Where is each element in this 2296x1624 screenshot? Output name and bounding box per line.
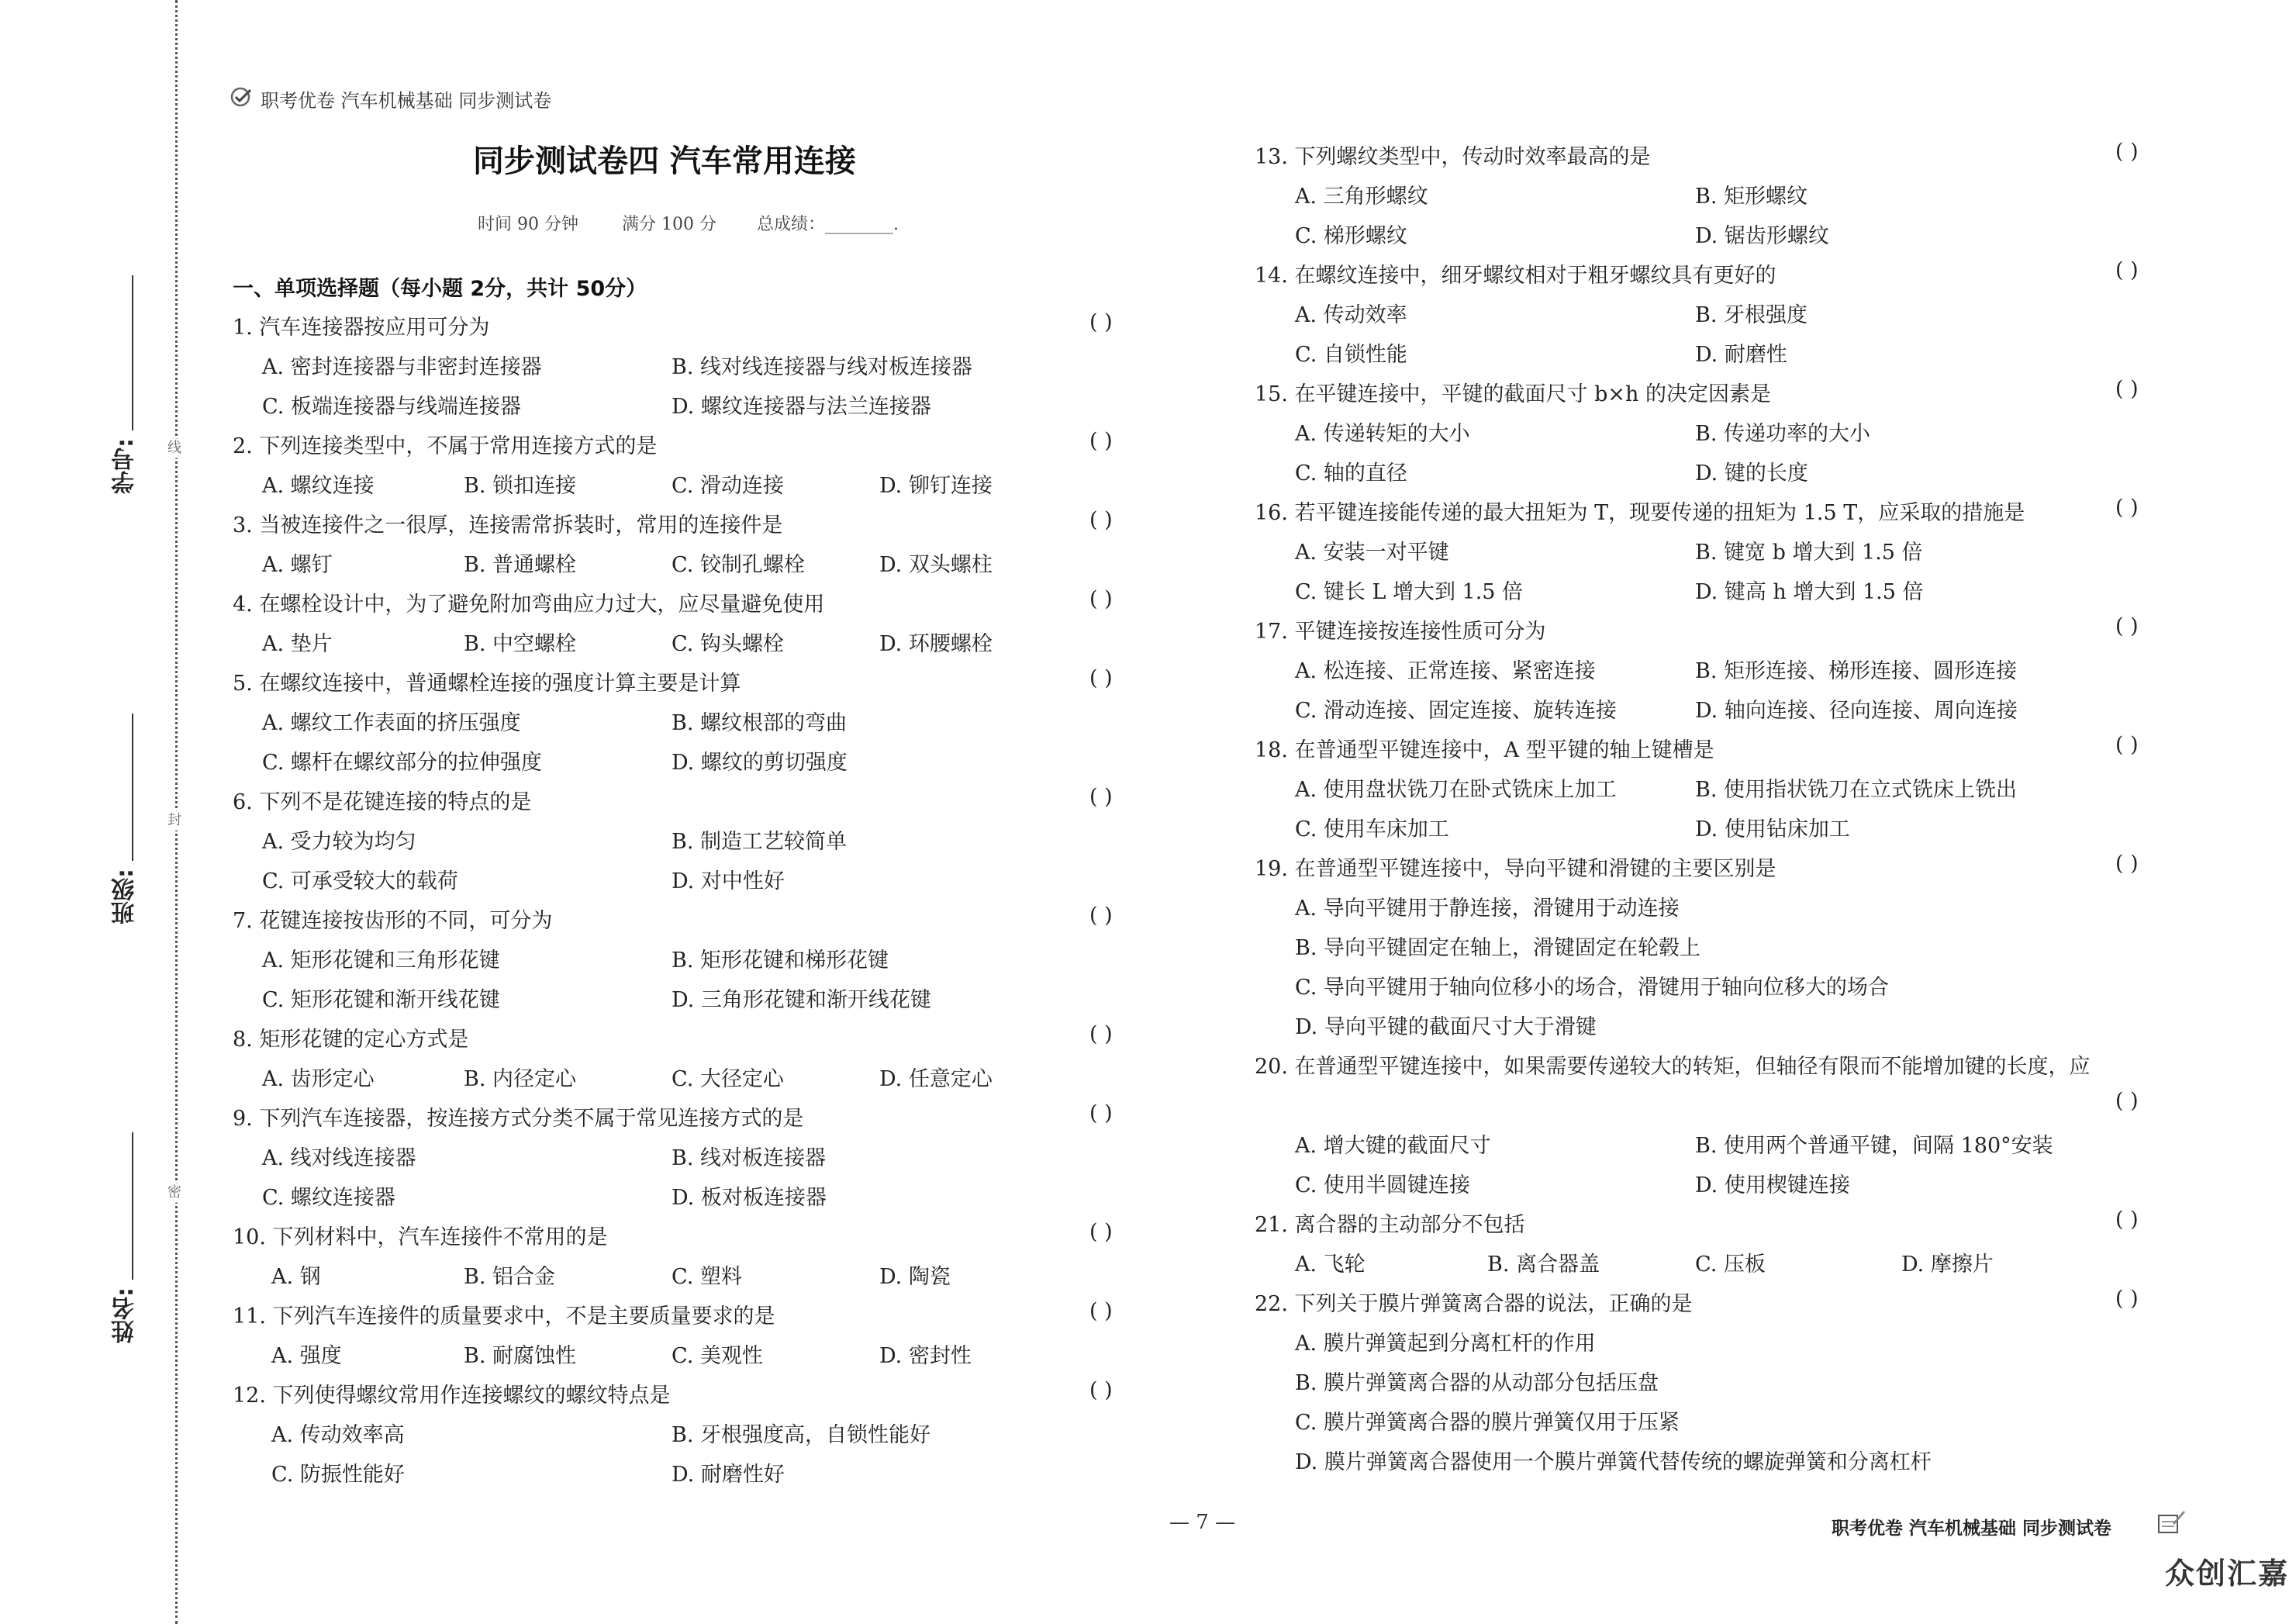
q18-option-b: B. 使用指状铣刀在立式铣床上铣出 <box>1695 778 2018 802</box>
q10-option-c: C. 塑料 <box>672 1265 742 1289</box>
q12-option-d: D. 耐磨性好 <box>672 1463 785 1487</box>
full-score: 满分 100 分 <box>622 215 716 234</box>
answer-blank-18[interactable]: ( ) <box>2115 733 2139 757</box>
q13-option-a: A. 三角形螺纹 <box>1295 185 1428 209</box>
q10-option-d: D. 陶瓷 <box>879 1265 951 1289</box>
q22-option-d: D. 膜片弹簧离合器使用一个膜片弹簧代替传统的螺旋弹簧和分离杠杆 <box>1295 1450 1932 1474</box>
section-heading: 一、单项选择题（每小题 2分，共计 50分） <box>233 277 647 301</box>
q13-option-b: B. 矩形螺纹 <box>1695 185 1808 209</box>
question-21: 21. 离合器的主动部分不包括 <box>1255 1213 1525 1237</box>
q4-option-a: A. 垫片 <box>262 632 333 656</box>
answer-blank-4[interactable]: ( ) <box>1089 587 1113 611</box>
q1-option-a: A. 密封连接器与非密封连接器 <box>262 355 542 379</box>
q16-option-d: D. 键高 h 增大到 1.5 倍 <box>1695 580 1924 604</box>
question-15: 15. 在平键连接中，平键的截面尺寸 b×h 的决定因素是 <box>1255 382 1771 406</box>
answer-blank-13[interactable]: ( ) <box>2115 140 2139 164</box>
question-6: 6. 下列不是花键连接的特点的是 <box>233 790 532 814</box>
class-label: 班级: <box>112 869 139 924</box>
q5-option-a: A. 螺纹工作表面的挤压强度 <box>262 711 521 735</box>
answer-blank-11[interactable]: ( ) <box>1089 1299 1113 1323</box>
q4-option-d: D. 环腰螺栓 <box>879 632 993 656</box>
q9-option-c: C. 螺纹连接器 <box>262 1186 395 1210</box>
page-number: — 7 — <box>1169 1511 1236 1534</box>
q19-option-d: D. 导向平键的截面尺寸大于滑键 <box>1295 1015 1597 1039</box>
q18-option-a: A. 使用盘状铣刀在卧式铣床上加工 <box>1295 778 1617 802</box>
question-20: 20. 在普通型平键连接中，如果需要传递较大的转矩，但轴径有限而不能增加键的长度，应 <box>1255 1055 2091 1079</box>
q5-option-b: B. 螺纹根部的弯曲 <box>672 711 848 735</box>
answer-blank-3[interactable]: ( ) <box>1089 508 1113 532</box>
q4-option-b: B. 中空螺栓 <box>464 632 577 656</box>
q17-option-d: D. 轴向连接、径向连接、周向连接 <box>1695 699 2018 723</box>
q6-option-d: D. 对中性好 <box>672 869 785 893</box>
answer-blank-1[interactable]: ( ) <box>1089 310 1113 334</box>
question-9: 9. 下列汽车连接器，按连接方式分类不属于常见连接方式的是 <box>233 1107 804 1131</box>
answer-blank-16[interactable]: ( ) <box>2115 496 2139 520</box>
q14-option-a: A. 传动效率 <box>1295 303 1407 327</box>
q21-option-d: D. 摩擦片 <box>1901 1253 1994 1277</box>
answer-blank-15[interactable]: ( ) <box>2115 377 2139 401</box>
q20-option-c: C. 使用半圆键连接 <box>1295 1173 1470 1197</box>
answer-blank-8[interactable]: ( ) <box>1089 1022 1113 1046</box>
q14-option-d: D. 耐磨性 <box>1695 343 1787 367</box>
question-3: 3. 当被连接件之一很厚，连接需常拆装时，常用的连接件是 <box>233 513 783 537</box>
time-limit: 时间 90 分钟 <box>478 215 578 234</box>
q10-option-b: B. 铝合金 <box>464 1265 556 1289</box>
q19-option-a: A. 导向平键用于静连接，滑键用于动连接 <box>1295 897 1680 921</box>
question-1: 1. 汽车连接器按应用可分为 <box>233 316 490 340</box>
q3-option-d: D. 双头螺柱 <box>879 553 993 577</box>
answer-blank-6[interactable]: ( ) <box>1089 785 1113 809</box>
q9-option-a: A. 线对线连接器 <box>262 1146 416 1170</box>
question-22: 22. 下列关于膜片弹簧离合器的说法，正确的是 <box>1255 1292 1693 1316</box>
answer-blank-2[interactable]: ( ) <box>1089 429 1113 453</box>
q17-option-a: A. 松连接、正常连接、紧密连接 <box>1295 659 1596 683</box>
q2-option-c: C. 滑动连接 <box>672 474 784 498</box>
q21-option-a: A. 飞轮 <box>1295 1253 1366 1277</box>
q19-option-b: B. 导向平键固定在轴上，滑键固定在轮毂上 <box>1295 936 1701 960</box>
answer-blank-7[interactable]: ( ) <box>1089 904 1113 928</box>
question-12: 12. 下列使得螺纹常用作连接螺纹的螺纹特点是 <box>233 1384 671 1408</box>
q11-option-c: C. 美观性 <box>672 1344 763 1368</box>
answer-blank-22[interactable]: ( ) <box>2115 1287 2139 1311</box>
q11-option-b: B. 耐腐蚀性 <box>464 1344 577 1368</box>
q22-option-a: A. 膜片弹簧起到分离杠杆的作用 <box>1295 1332 1596 1356</box>
q7-option-d: D. 三角形花键和渐开线花键 <box>672 988 931 1012</box>
q15-option-a: A. 传递转矩的大小 <box>1295 422 1470 446</box>
answer-blank-14[interactable]: ( ) <box>2115 258 2139 282</box>
q1-option-d: D. 螺纹连接器与法兰连接器 <box>672 395 931 419</box>
q22-option-b: B. 膜片弹簧离合器的从动部分包括压盘 <box>1295 1371 1659 1395</box>
q10-option-a: A. 钢 <box>271 1265 321 1289</box>
q20-option-a: A. 增大键的截面尺寸 <box>1295 1134 1491 1158</box>
q12-option-a: A. 传动效率高 <box>271 1423 405 1447</box>
q8-option-a: A. 齿形定心 <box>262 1067 375 1091</box>
question-7: 7. 花键连接按齿形的不同，可分为 <box>233 909 553 933</box>
q16-option-c: C. 键长 L 增大到 1.5 倍 <box>1295 580 1524 604</box>
q13-option-c: C. 梯形螺纹 <box>1295 224 1407 248</box>
q1-option-b: B. 线对线连接器与线对板连接器 <box>672 355 973 379</box>
q4-option-c: C. 钩头螺栓 <box>672 632 784 656</box>
answer-blank-12[interactable]: ( ) <box>1089 1378 1113 1402</box>
q14-option-b: B. 牙根强度 <box>1695 303 1808 327</box>
question-8: 8. 矩形花键的定心方式是 <box>233 1028 469 1052</box>
q11-option-a: A. 强度 <box>271 1344 342 1368</box>
q3-option-a: A. 螺钉 <box>262 553 333 577</box>
q1-option-c: C. 板端连接器与线端连接器 <box>262 395 521 419</box>
q21-option-c: C. 压板 <box>1695 1253 1766 1277</box>
page-title: 同步测试卷四 汽车常用连接 <box>473 143 856 179</box>
seal-line-mark: 线 <box>164 438 185 458</box>
q16-option-b: B. 键宽 b 增大到 1.5 倍 <box>1695 541 1923 565</box>
q21-option-b: B. 离合器盖 <box>1487 1253 1600 1277</box>
q20-option-b: B. 使用两个普通平键，间隔 180°安装 <box>1695 1134 2053 1158</box>
answer-blank-20[interactable]: ( ) <box>2115 1089 2139 1113</box>
answer-blank-19[interactable]: ( ) <box>2115 852 2139 876</box>
series-header: 职考优卷 汽车机械基础 同步测试卷 <box>261 90 552 112</box>
q8-option-b: B. 内径定心 <box>464 1067 577 1091</box>
q5-option-c: C. 螺杆在螺纹部分的拉伸强度 <box>262 751 542 775</box>
total-score: 总成绩：________. <box>757 215 899 234</box>
name-rule <box>132 1132 133 1280</box>
student-id-label: 学号: <box>112 438 139 494</box>
q11-option-d: D. 密封性 <box>879 1344 972 1368</box>
answer-blank-5[interactable]: ( ) <box>1089 666 1113 690</box>
q18-option-d: D. 使用钻床加工 <box>1695 817 1850 841</box>
q18-option-c: C. 使用车床加工 <box>1295 817 1449 841</box>
question-16: 16. 若平键连接能传递的最大扭矩为 T，现要传递的扭矩为 1.5 T，应采取的措施是 <box>1255 501 2025 525</box>
q6-option-a: A. 受力较为均匀 <box>262 830 416 854</box>
seal-seal-mark: 封 <box>164 810 185 831</box>
seal-close-mark: 密 <box>164 1183 185 1203</box>
q7-option-b: B. 矩形花键和梯形花键 <box>672 948 889 973</box>
q14-option-c: C. 自锁性能 <box>1295 343 1407 367</box>
watermark-logo: 众创汇嘉 <box>2165 1557 2290 1591</box>
q12-option-c: C. 防振性能好 <box>271 1463 405 1487</box>
q8-option-c: C. 大径定心 <box>672 1067 784 1091</box>
q13-option-d: D. 锯齿形螺纹 <box>1695 224 1829 248</box>
q15-option-d: D. 键的长度 <box>1695 461 1808 485</box>
notebook-pen-icon <box>2156 1506 2187 1537</box>
q5-option-d: D. 螺纹的剪切强度 <box>672 751 848 775</box>
q16-option-a: A. 安装一对平键 <box>1295 541 1449 565</box>
q2-option-b: B. 锁扣连接 <box>464 474 577 498</box>
answer-blank-9[interactable]: ( ) <box>1089 1101 1113 1125</box>
question-17: 17. 平键连接按连接性质可分为 <box>1255 620 1546 644</box>
question-2: 2. 下列连接类型中，不属于常用连接方式的是 <box>233 434 658 458</box>
q6-option-b: B. 制造工艺较简单 <box>672 830 848 854</box>
question-13: 13. 下列螺纹类型中，传动时效率最高的是 <box>1255 145 1651 169</box>
q9-option-b: B. 线对板连接器 <box>672 1146 827 1170</box>
q20-option-d: D. 使用楔键连接 <box>1695 1173 1850 1197</box>
q2-option-a: A. 螺纹连接 <box>262 474 375 498</box>
q7-option-a: A. 矩形花键和三角形花键 <box>262 948 500 973</box>
question-11: 11. 下列汽车连接件的质量要求中，不是主要质量要求的是 <box>233 1304 775 1329</box>
q15-option-b: B. 传递功率的大小 <box>1695 422 1871 446</box>
q15-option-c: C. 轴的直径 <box>1295 461 1407 485</box>
class-rule <box>132 714 133 861</box>
q7-option-c: C. 矩形花键和渐开线花键 <box>262 988 500 1012</box>
question-10: 10. 下列材料中，汽车连接件不常用的是 <box>233 1225 608 1249</box>
student-id-rule <box>132 275 133 430</box>
check-circle-icon <box>230 85 253 109</box>
question-19: 19. 在普通型平键连接中，导向平键和滑键的主要区别是 <box>1255 857 1776 881</box>
q12-option-b: B. 牙根强度高，自锁性能好 <box>672 1423 931 1447</box>
q3-option-b: B. 普通螺栓 <box>464 553 577 577</box>
q19-option-c: C. 导向平键用于轴向位移小的场合，滑键用于轴向位移大的场合 <box>1295 976 1889 1000</box>
q22-option-c: C. 膜片弹簧离合器的膜片弹簧仅用于压紧 <box>1295 1411 1680 1435</box>
q17-option-c: C. 滑动连接、固定连接、旋转连接 <box>1295 699 1617 723</box>
footer-series: 职考优卷 汽车机械基础 同步测试卷 <box>1832 1519 2112 1539</box>
question-5: 5. 在螺纹连接中，普通螺栓连接的强度计算主要是计算 <box>233 672 741 696</box>
q9-option-d: D. 板对板连接器 <box>672 1186 827 1210</box>
name-label: 姓名: <box>112 1287 139 1343</box>
q8-option-d: D. 任意定心 <box>879 1067 993 1091</box>
q17-option-b: B. 矩形连接、梯形连接、圆形连接 <box>1695 659 2018 683</box>
answer-blank-21[interactable]: ( ) <box>2115 1208 2139 1232</box>
answer-blank-17[interactable]: ( ) <box>2115 614 2139 638</box>
q3-option-c: C. 铰制孔螺栓 <box>672 553 805 577</box>
question-4: 4. 在螺栓设计中，为了避免附加弯曲应力过大，应尽量避免使用 <box>233 593 825 617</box>
question-14: 14. 在螺纹连接中，细牙螺纹相对于粗牙螺纹具有更好的 <box>1255 264 1776 288</box>
q6-option-c: C. 可承受较大的载荷 <box>262 869 458 893</box>
question-18: 18. 在普通型平键连接中，A 型平键的轴上键槽是 <box>1255 738 1714 762</box>
q2-option-d: D. 铆钉连接 <box>879 474 993 498</box>
answer-blank-10[interactable]: ( ) <box>1089 1220 1113 1244</box>
